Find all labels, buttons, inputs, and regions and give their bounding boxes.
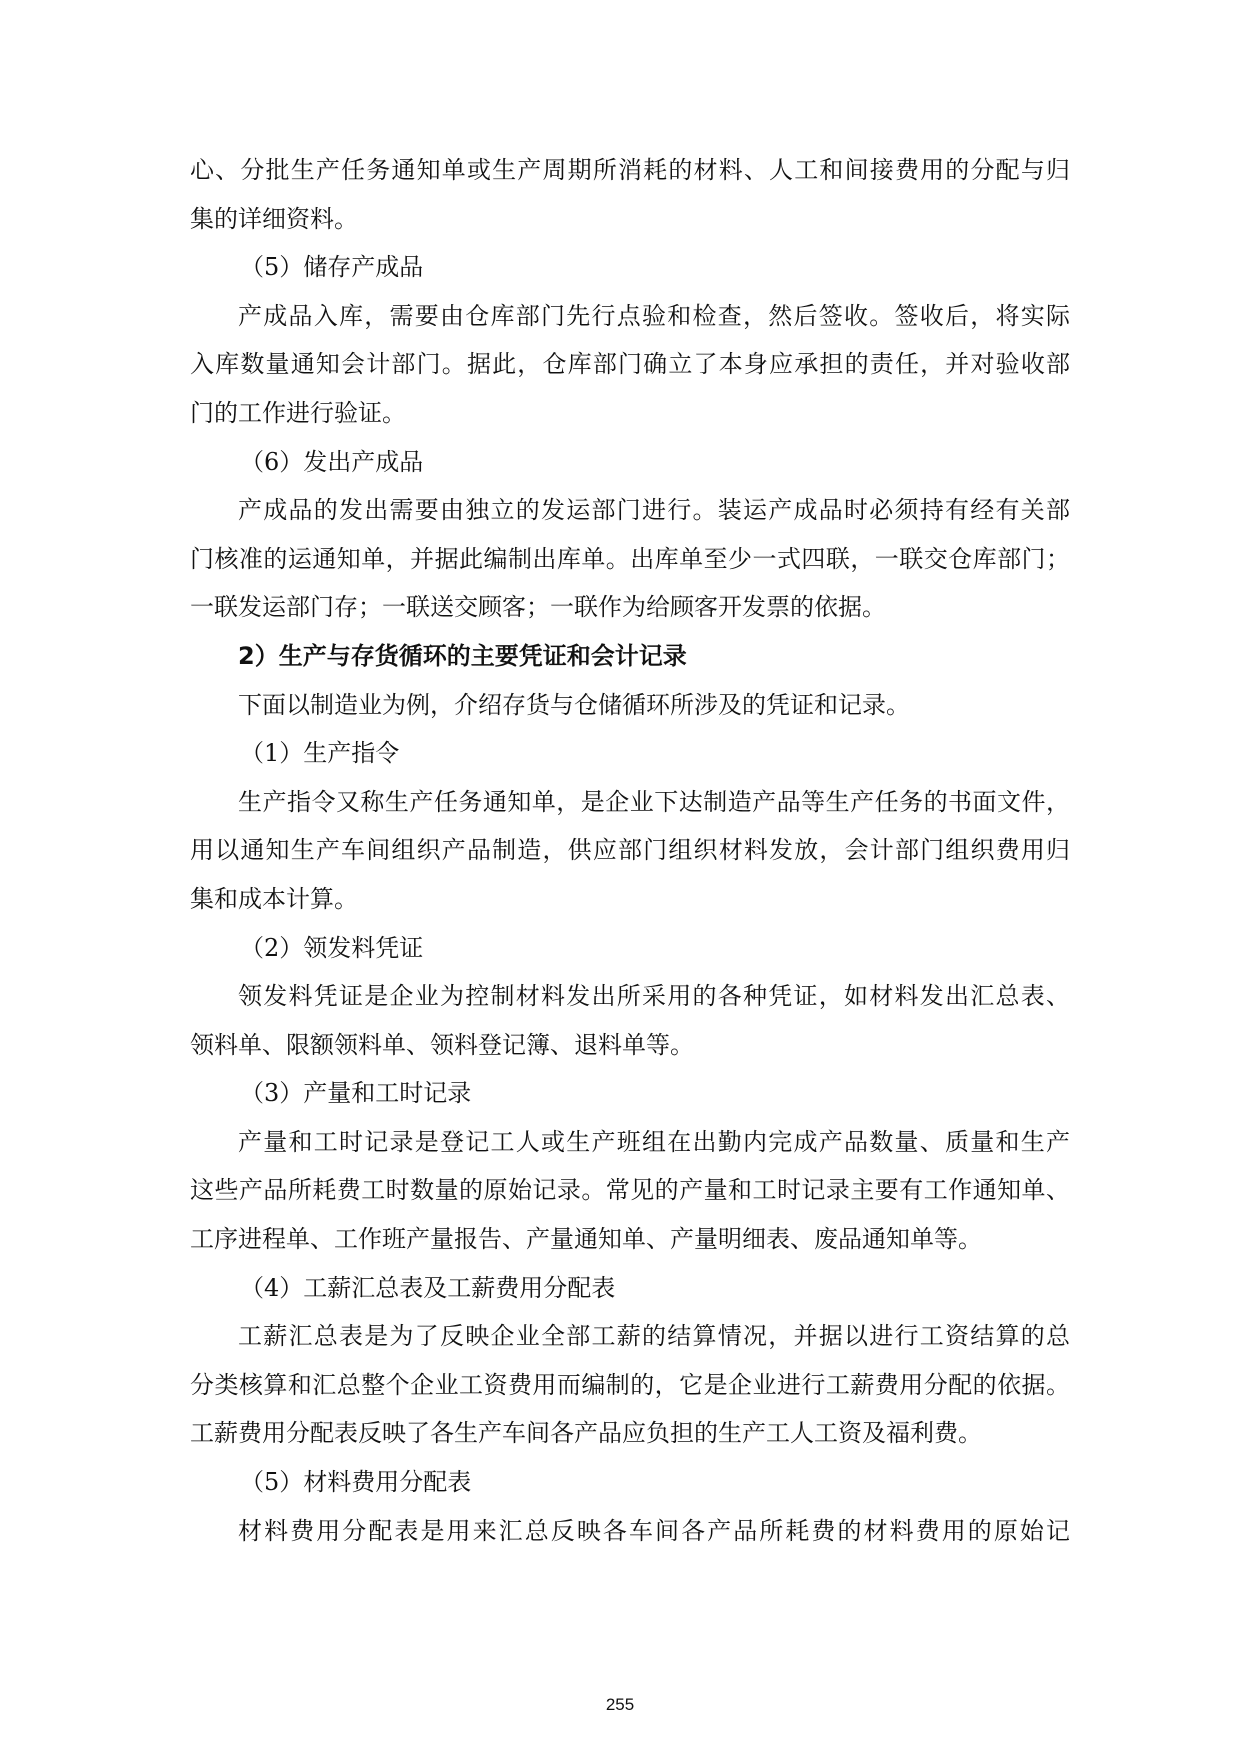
paragraph-line: 集的详细资料。: [190, 204, 358, 233]
paragraph-line: 心、分批生产任务通知单或生产周期所消耗的材料、人工和间接费用的分配与归: [190, 156, 1070, 184]
subsection-heading: （6）发出产成品: [240, 447, 424, 476]
paragraph-line: 一联发运部门存；一联送交顾客；一联作为给顾客开发票的依据。: [190, 593, 886, 622]
paragraph-line: 工薪费用分配表反映了各生产车间各产品应负担的生产工人工资及福利费。: [190, 1419, 982, 1448]
paragraph-line: 工薪汇总表是为了反映企业全部工薪的结算情况，并据以进行工资结算的总: [238, 1322, 1070, 1351]
paragraph-line: 这些产品所耗费工时数量的原始记录。常见的产量和工时记录主要有工作通知单、: [190, 1176, 1070, 1205]
paragraph-line: 产成品的发出需要由独立的发运部门进行。装运产成品时必须持有经有关部: [238, 496, 1070, 525]
section-heading: 2）生产与存货循环的主要凭证和会计记录: [238, 641, 687, 670]
paragraph-line: 下面以制造业为例，介绍存货与仓储循环所涉及的凭证和记录。: [238, 690, 910, 719]
paragraph-line: 领料单、限额领料单、领料登记簿、退料单等。: [190, 1030, 694, 1059]
paragraph-line: 材料费用分配表是用来汇总反映各车间各产品所耗费的材料费用的原始记: [238, 1516, 1070, 1545]
paragraph-line: 产量和工时记录是登记工人或生产班组在出勤内完成产品数量、质量和生产: [238, 1127, 1070, 1156]
paragraph-line: 分类核算和汇总整个企业工资费用而编制的，它是企业进行工薪费用分配的依据。: [190, 1370, 1070, 1399]
page-number: 255: [605, 1695, 635, 1714]
subsection-heading: （5）材料费用分配表: [240, 1468, 472, 1497]
paragraph-line: 用以通知生产车间组织产品制造，供应部门组织材料发放，会计部门组织费用归: [190, 836, 1070, 865]
document-body: [190, 146, 1070, 1555]
subsection-heading: （5）储存产成品: [240, 253, 424, 282]
paragraph-line: 产成品入库，需要由仓库部门先行点验和检查，然后签收。签收后，将实际: [238, 301, 1070, 330]
paragraph-line: 生产指令又称生产任务通知单，是企业下达制造产品等生产任务的书面文件，: [238, 787, 1070, 816]
paragraph-line: 门的工作进行验证。: [190, 398, 406, 427]
subsection-heading: （2）领发料凭证: [240, 933, 424, 962]
paragraph-line: 集和成本计算。: [190, 884, 358, 913]
paragraph-line: 工序进程单、工作班产量报告、产量通知单、产量明细表、废品通知单等。: [190, 1225, 982, 1254]
subsection-heading: （4）工薪汇总表及工薪费用分配表: [240, 1273, 616, 1302]
subsection-heading: （3）产量和工时记录: [240, 1079, 472, 1108]
paragraph-line: 门核准的运通知单，并据此编制出库单。出库单至少一式四联，一联交仓库部门；: [190, 544, 1070, 573]
subsection-heading: （1）生产指令: [240, 739, 400, 768]
paragraph-line: 入库数量通知会计部门。据此，仓库部门确立了本身应承担的责任，并对验收部: [190, 350, 1070, 379]
paragraph-line: 领发料凭证是企业为控制材料发出所采用的各种凭证，如材料发出汇总表、: [238, 982, 1070, 1011]
